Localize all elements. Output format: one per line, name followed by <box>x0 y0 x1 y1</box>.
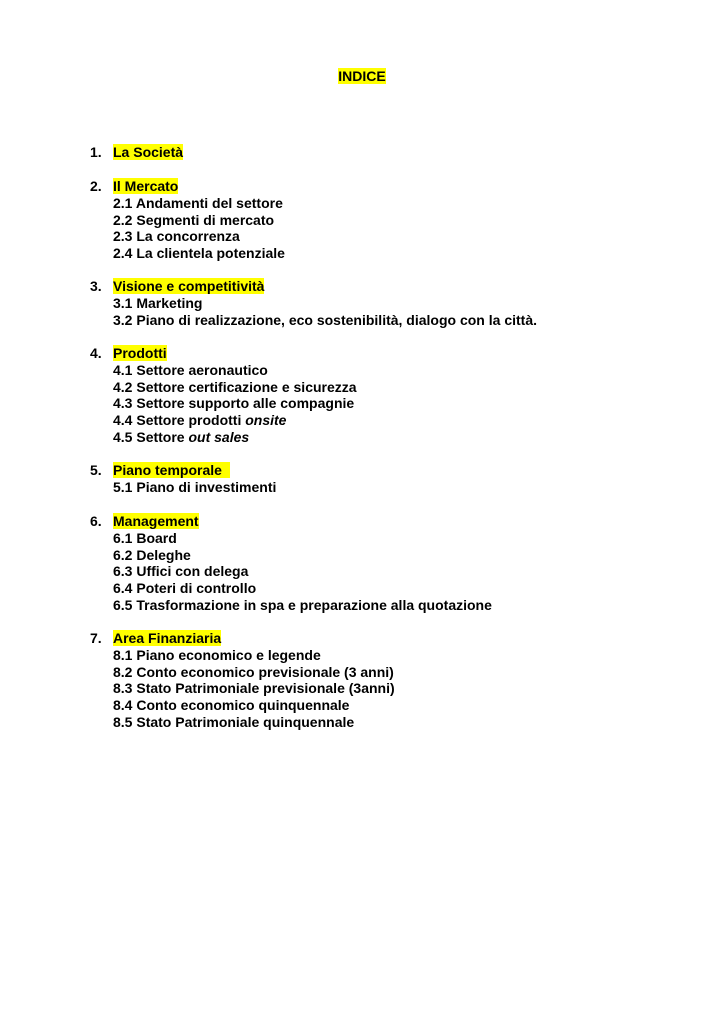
section-number: 2. <box>90 178 102 194</box>
subsection-item: 6.4 Poteri di controllo <box>113 580 257 597</box>
subsection-item: 4.2 Settore certificazione e sicurezza <box>113 378 357 395</box>
subsection-item: 6.5 Trasformazione in spa e preparazione alla quotazione <box>113 596 492 613</box>
section-title: Il Mercato <box>113 178 179 194</box>
index-title: INDICE <box>338 68 386 84</box>
section-title: Piano temporale <box>113 462 230 478</box>
section-number: 7. <box>90 630 102 646</box>
subsection-item: 6.3 Uffici con delega <box>113 563 249 580</box>
section-heading <box>90 278 537 295</box>
section-heading <box>90 144 183 161</box>
section-title: Management <box>113 513 199 529</box>
subsection-item: 2.3 La concorrenza <box>113 228 240 245</box>
section-1 <box>90 144 183 161</box>
subsection-item <box>90 412 357 429</box>
subsection-prefix: 4.4 Settore prodotti <box>113 412 246 429</box>
index-title-row <box>0 68 724 85</box>
section-2 <box>90 178 285 262</box>
section-title: Visione e competitività <box>113 278 265 294</box>
subsection-item: 3.1 Marketing <box>113 294 203 311</box>
subsection-item <box>90 429 357 446</box>
subsection-emphasis: out sales <box>188 428 250 445</box>
section-number: 6. <box>90 513 102 529</box>
subsection-item: 4.3 Settore supporto alle compagnie <box>113 395 355 412</box>
section-title: Prodotti <box>113 345 167 361</box>
subsection-item: 2.1 Andamenti del settore <box>113 194 283 211</box>
section-6 <box>90 513 492 614</box>
section-heading <box>90 462 276 479</box>
subsection-prefix: 4.5 Settore <box>113 428 189 445</box>
section-title: Area Finanziaria <box>113 630 222 646</box>
subsection-emphasis: onsite <box>245 412 287 429</box>
section-3 <box>90 278 537 328</box>
subsection-item: 5.1 Piano di investimenti <box>113 478 277 495</box>
section-number: 5. <box>90 462 102 478</box>
subsection-item: 3.2 Piano di realizzazione, eco sostenibilità, dialogo con la città. <box>113 311 537 328</box>
subsection-item: 8.3 Stato Patrimoniale previsionale (3anni) <box>113 680 395 697</box>
section-heading <box>90 630 395 647</box>
section-5 <box>90 462 276 496</box>
section-heading <box>90 178 285 195</box>
section-number: 1. <box>90 144 102 160</box>
section-heading <box>90 345 357 362</box>
subsection-item: 8.5 Stato Patrimoniale quinquennale <box>113 713 355 730</box>
section-number: 4. <box>90 345 102 361</box>
section-heading <box>90 513 492 530</box>
section-4 <box>90 345 357 446</box>
section-7 <box>90 630 395 731</box>
subsection-item: 8.2 Conto economico previsionale (3 anni) <box>113 663 394 680</box>
subsection-item: 4.1 Settore aeronautico <box>113 361 268 378</box>
subsection-item: 2.4 La clientela potenziale <box>113 245 285 262</box>
section-title: La Società <box>113 144 184 160</box>
subsection-item: 8.1 Piano economico e legende <box>113 646 321 663</box>
subsection-item: 8.4 Conto economico quinquennale <box>113 697 350 714</box>
section-number: 3. <box>90 278 102 294</box>
subsection-item: 6.1 Board <box>113 529 177 546</box>
subsection-item: 2.2 Segmenti di mercato <box>113 211 275 228</box>
subsection-item: 6.2 Deleghe <box>113 546 191 563</box>
